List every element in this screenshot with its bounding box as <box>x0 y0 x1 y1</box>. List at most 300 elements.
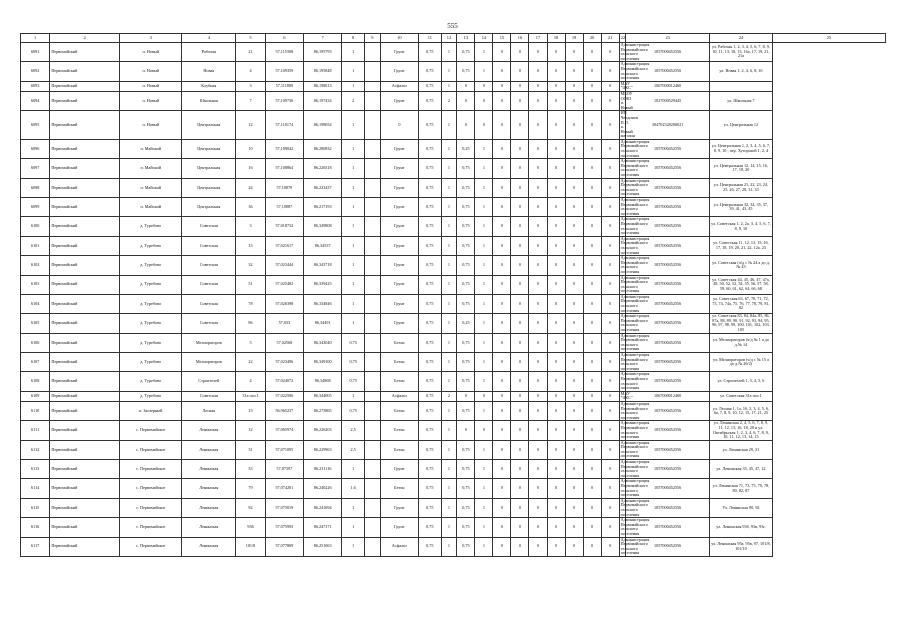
table-cell: 0 <box>511 111 529 140</box>
table-cell: 0 <box>583 440 601 459</box>
table-cell: 1057000452556 <box>626 460 709 479</box>
table-cell: 12 <box>236 421 265 440</box>
table-cell: 0 <box>601 275 619 294</box>
table-cell: 86,229963 <box>304 440 342 459</box>
table-cell: Первомайский <box>50 159 120 178</box>
table-cell: 0,75 <box>457 43 475 62</box>
table-cell <box>364 314 380 333</box>
table-cell: Бетон <box>380 440 418 459</box>
header-cell: 7 <box>304 34 342 43</box>
table-cell: 57,110174 <box>265 111 303 140</box>
table-cell: 0 <box>547 314 565 333</box>
table-cell: 56,965237 <box>265 401 303 420</box>
table-cell: 1 <box>441 498 457 517</box>
table-cell: Асфальт <box>380 391 418 401</box>
table-cell: ул. Центральная 1, 2, 3, 4, 5, 6, 7, 8, 9, 10 ; пер. Хуторской 1, 2, 4 <box>709 139 772 158</box>
table-cell: п. Майский <box>120 159 182 178</box>
table-cell: 0 <box>529 111 547 140</box>
table-cell: ул. Школьная 7 <box>709 91 772 110</box>
header-cell: 14 <box>475 34 493 43</box>
table-cell: 0 <box>601 159 619 178</box>
table-row <box>21 537 886 556</box>
table-cell: 0 <box>547 111 565 140</box>
table-row <box>21 91 886 110</box>
table-cell: 1 <box>441 372 457 391</box>
table-row <box>21 372 886 391</box>
table-cell: 0,75 <box>419 460 442 479</box>
table-cell: 0 <box>529 198 547 217</box>
table-cell: Администрация Первомайского сельского поселения <box>620 138 650 158</box>
table-cell: 0,75 <box>419 353 442 372</box>
table-cell: 57,02568 <box>265 333 303 352</box>
table-cell: 86,231116 <box>304 460 342 479</box>
table-cell: 0 <box>493 256 511 275</box>
table-cell: Клубная <box>182 81 236 91</box>
table-cell: 86,34491 <box>304 314 342 333</box>
table-cell: 0 <box>601 236 619 255</box>
table-cell: 1057000452556 <box>626 236 709 255</box>
table-cell: Центральная <box>182 139 236 158</box>
table-cell <box>364 518 380 537</box>
table-cell: с. Первомайское <box>120 460 182 479</box>
table-cell: 57,033 <box>265 314 303 333</box>
table-cell <box>364 256 380 275</box>
table-cell: 1 <box>475 353 493 372</box>
table-cell: п. Новый <box>120 43 182 62</box>
table-row <box>21 333 886 352</box>
header-cell: 8 <box>342 34 365 43</box>
table-cell: 86,343040 <box>304 333 342 352</box>
table-cell: д. Туребово <box>120 314 182 333</box>
table-cell: 0 <box>511 421 529 440</box>
table-cell: 0 <box>529 333 547 352</box>
table-cell: 1 <box>475 217 493 236</box>
table-cell: 6106 <box>21 333 50 352</box>
table-cell: 86 <box>236 314 265 333</box>
table-cell: 0,75 <box>419 294 442 313</box>
table-cell: 1057000452556 <box>626 314 709 333</box>
table-cell: 0 <box>601 198 619 217</box>
table-cell: 1 <box>441 159 457 178</box>
header-cell: 10 <box>380 34 418 43</box>
table-cell: 0 <box>601 62 619 81</box>
table-cell: 1057000452556 <box>626 294 709 313</box>
table-cell: Ленинская <box>182 498 236 517</box>
table-cell: 0 <box>380 111 418 140</box>
table-cell: 6113 <box>21 460 50 479</box>
table-cell: Администрация Первомайского сельского поселения <box>620 439 650 459</box>
table-cell: 57,108864 <box>265 159 303 178</box>
table-cell: 0 <box>565 401 583 420</box>
table-cell: 0 <box>511 217 529 236</box>
table-cell: 0,75 <box>419 537 442 556</box>
table-cell: 0 <box>583 353 601 372</box>
table-cell: 0 <box>529 353 547 372</box>
table-cell: 0 <box>601 91 619 110</box>
table-cell: 6110 <box>21 401 50 420</box>
table-cell: 1 <box>441 537 457 556</box>
table-cell: 1 <box>441 81 457 91</box>
table-cell: 0,75 <box>457 198 475 217</box>
table-cell <box>364 81 380 91</box>
table-cell: 0 <box>529 275 547 294</box>
table-cell: 1057000452556 <box>626 518 709 537</box>
table-cell: ул. Рабочая 1, 2, 3, 4, 5, 6, 7, 8, 9, 10, 11, 13, 18, 15, 16а, 17, 19, 21, 21а <box>709 43 772 62</box>
table-cell: 0 <box>583 401 601 420</box>
table-cell: 1067000012460 <box>626 81 709 91</box>
header-cell: 23 <box>626 34 709 43</box>
table-row <box>21 314 886 333</box>
table-cell: ул. Центральная 32, 34, 35, 37, 39, 41, 43, 45 <box>709 198 772 217</box>
table-cell: 86,195793 <box>304 43 342 62</box>
table-cell: 0 <box>529 256 547 275</box>
table-cell: Центральная <box>182 159 236 178</box>
table-cell: Центральная <box>182 198 236 217</box>
table-cell: 0 <box>583 91 601 110</box>
table-cell: Первомайский <box>50 537 120 556</box>
table-cell: 1 <box>441 43 457 62</box>
table-cell: Ленинская <box>182 460 236 479</box>
table-cell: 57,025482 <box>265 275 303 294</box>
table-cell: 0 <box>547 440 565 459</box>
table-cell: 0,75 <box>419 236 442 255</box>
table-cell: д. Туребово <box>120 256 182 275</box>
table-cell: Грунт <box>380 236 418 255</box>
table-cell: Администрация Первомайского сельского поселения <box>620 61 650 81</box>
table-cell: 86,275865 <box>304 401 342 420</box>
table-cell: 86,197434 <box>304 91 342 110</box>
table-cell: 0 <box>493 401 511 420</box>
table-cell: Администрация Первомайского сельского поселения <box>620 497 650 517</box>
table-cell: 6117 <box>21 537 50 556</box>
table-cell: 0,75 <box>342 333 365 352</box>
table-cell: 0 <box>511 256 529 275</box>
table-cell: Администрация Первомайского сельского поселения <box>620 293 650 313</box>
table-cell: с. Первомайское <box>120 518 182 537</box>
table-cell: 0 <box>601 43 619 62</box>
table-cell: 0 <box>493 498 511 517</box>
table-cell: 6115 <box>21 498 50 517</box>
table-cell: 57,071095 <box>265 440 303 459</box>
table-cell: 57,024072 <box>265 372 303 391</box>
table-cell: Советская <box>182 391 236 401</box>
table-cell: Первомайский <box>50 518 120 537</box>
table-cell: 86,226203 <box>304 421 342 440</box>
table-cell: 1057000452556 <box>626 159 709 178</box>
table-cell: 0 <box>583 314 601 333</box>
table-row <box>21 139 886 158</box>
table-cell: Школьная <box>182 91 236 110</box>
table-cell: 1 <box>475 139 493 158</box>
table-cell: ул. Ленинская 2, 4, 5, 6, 7, 8, 9, 11, 12, 13, 16, 18, 20 и ул. Октябрьская 1, 2, 3, 4, 6, 7, 8, 9, 10, 11, 12, 13, 14, 15 <box>709 421 772 440</box>
table-cell: д. Туребово <box>120 333 182 352</box>
table-cell: Первомайский <box>50 91 120 110</box>
table-row <box>21 198 886 217</box>
table-cell: 2,5 <box>342 421 365 440</box>
table-cell: 0 <box>583 518 601 537</box>
table-cell: 0,75 <box>457 217 475 236</box>
table-cell: 2 <box>342 91 365 110</box>
table-cell: 0,25 <box>457 139 475 158</box>
table-cell <box>364 236 380 255</box>
table-cell: 21 <box>236 43 265 62</box>
table-cell: 0,75 <box>419 333 442 352</box>
table-cell: 0,75 <box>419 372 442 391</box>
table-cell: 0 <box>565 256 583 275</box>
table-cell: Асфальт <box>380 537 418 556</box>
table-cell: 2,5 <box>342 440 365 459</box>
table-cell: 0 <box>565 275 583 294</box>
table-cell: 0 <box>547 256 565 275</box>
table-cell: Грунт <box>380 178 418 197</box>
table-cell: 0 <box>565 537 583 556</box>
table-cell: 0 <box>583 294 601 313</box>
table-cell: МАУ "ЦКС" <box>620 390 633 401</box>
table-cell: Первомайский <box>50 353 120 372</box>
table-cell: Строителей <box>182 372 236 391</box>
table-cell: 0 <box>511 43 529 62</box>
table-cell: 1057000452556 <box>626 333 709 352</box>
table-cell: ул. Советская 1, 2, 2а, 3, 4, 5, 6, 7, 8, 9, 10 <box>709 217 772 236</box>
table-cell: Первомайский <box>50 198 120 217</box>
table-cell: 0 <box>565 333 583 352</box>
table-cell: 0 <box>511 498 529 517</box>
table-cell: 0,75 <box>419 314 442 333</box>
table-cell: с. Первомайское <box>120 421 182 440</box>
table-cell: 0,75 <box>419 518 442 537</box>
table-cell: 0 <box>565 178 583 197</box>
table-cell: Ул. Ленинская 90, 92 <box>709 498 772 517</box>
table-cell: п. Майский <box>120 139 182 158</box>
table-cell: 101/8 <box>236 537 265 556</box>
table-cell: МАУ "ЦКС" <box>620 80 633 91</box>
table-cell: 1 <box>441 314 457 333</box>
table-cell: 1057000452556 <box>626 479 709 498</box>
table-cell: 0,75 <box>419 139 442 158</box>
table-cell: Первомайский <box>50 440 120 459</box>
table-cell: ул. Советская 83, 84, 84а, 85, 86, 87а, 88, 89, 90, 91, 92, 93, 94, 95, 96, 97, 98, 99, 100, 101, 102, 103, 105 <box>709 314 772 333</box>
table-cell: 0 <box>529 498 547 517</box>
table-cell: 0 <box>511 391 529 401</box>
table-cell: 0 <box>565 294 583 313</box>
table-cell: 57,023444 <box>265 256 303 275</box>
table-cell: 86,349100 <box>304 353 342 372</box>
table-cell: ул. Советская 63, 67, 70, 71, 72, 73, 74, 74а, 75, 76, 77, 78, 79, 81, 82 <box>709 294 772 313</box>
table-cell: 0 <box>601 537 619 556</box>
table-cell: 0,75 <box>457 294 475 313</box>
table-cell: 24 <box>236 178 265 197</box>
table-cell: 0 <box>565 372 583 391</box>
table-cell: 1 <box>441 217 457 236</box>
table-cell: 33 <box>236 460 265 479</box>
table-cell: 0 <box>511 62 529 81</box>
table-cell: 1057000452556 <box>626 401 709 420</box>
table-cell: 0 <box>529 460 547 479</box>
table-cell: 78 <box>236 294 265 313</box>
table-row <box>21 294 886 313</box>
table-cell: 0 <box>565 421 583 440</box>
header-cell: 2 <box>50 34 120 43</box>
table-cell: Грунт <box>380 43 418 62</box>
table-cell: 0 <box>601 401 619 420</box>
table-cell: Администрация Первомайского сельского поселения <box>620 459 650 478</box>
table-cell: 6092 <box>21 62 50 81</box>
header-cell: 13 <box>457 34 475 43</box>
table-cell: д. Туребово <box>120 236 182 255</box>
table-cell: 0 <box>511 460 529 479</box>
table-cell: 86,280832 <box>304 139 342 158</box>
table-cell: 0 <box>493 333 511 352</box>
table-cell: 57,075993 <box>265 518 303 537</box>
table-cell: 86,344005 <box>304 391 342 401</box>
table-cell: 4 <box>236 372 265 391</box>
table-row <box>21 518 886 537</box>
table-cell: 86,226518 <box>304 159 342 178</box>
header-cell: 24 <box>709 34 772 43</box>
table-cell: 0 <box>565 460 583 479</box>
table-cell: 6100 <box>21 217 50 236</box>
table-cell: 1 <box>475 43 493 62</box>
table-row <box>21 498 886 517</box>
table-cell: 0 <box>583 217 601 236</box>
table-cell: 0 <box>511 440 529 459</box>
table-cell: 0 <box>601 333 619 352</box>
table-cell: Грунт <box>380 294 418 313</box>
table-cell: ул. Мелиораторов (ч/д № 1 а до д.№ 14 <box>709 333 772 352</box>
table-cell: ул. Строителей 1, 3, 4, 5, 6 <box>709 372 772 391</box>
table-row <box>21 111 886 140</box>
table-cell: 86,195848 <box>304 62 342 81</box>
table-cell <box>364 498 380 517</box>
table-cell: 86,251063 <box>304 537 342 556</box>
table-cell: 0 <box>529 62 547 81</box>
table-cell: 57,075819 <box>265 498 303 517</box>
header-cell: 19 <box>565 34 583 43</box>
table-cell: 1057000452556 <box>626 372 709 391</box>
header-cell: 9 <box>364 34 380 43</box>
table-cell: 0 <box>493 537 511 556</box>
table-cell: 1 <box>342 294 365 313</box>
table-cell: Первомайский <box>50 294 120 313</box>
table-cell: п. Новый <box>120 62 182 81</box>
table-cell: 1 <box>441 421 457 440</box>
table-cell: 1 <box>441 353 457 372</box>
table-cell: 10 <box>236 139 265 158</box>
table-cell: Бетон <box>380 479 418 498</box>
table-cell: 1 <box>342 275 365 294</box>
table-cell: п. Заозерный <box>120 401 182 420</box>
table-cell: 1 <box>475 479 493 498</box>
table-cell: 0 <box>547 91 565 110</box>
table-cell: 0 <box>493 460 511 479</box>
table-cell: 57,109736 <box>265 91 303 110</box>
table-cell: Администрация Первомайского сельского поселения <box>620 400 650 420</box>
table-cell: 0 <box>547 479 565 498</box>
table-cell: 0 <box>457 91 475 110</box>
table-cell <box>364 217 380 236</box>
header-cell: 6 <box>265 34 303 43</box>
table-cell: с. Первомайское <box>120 498 182 517</box>
table-cell: 0 <box>583 391 601 401</box>
table-cell: 1057000452556 <box>626 440 709 459</box>
table-cell: Ленинская <box>182 421 236 440</box>
table-cell: 1 <box>342 111 365 140</box>
table-cell: п. Новый <box>120 91 182 110</box>
table-cell: Первомайский <box>50 81 120 91</box>
table-row <box>21 391 886 401</box>
table-cell: 1 <box>441 294 457 313</box>
table-cell: Грунт <box>380 256 418 275</box>
header-cell: 1 <box>21 34 50 43</box>
table-cell: 1057000452556 <box>626 537 709 556</box>
table-cell: Первомайский <box>50 43 120 62</box>
table-cell: 1057000452556 <box>626 421 709 440</box>
table-cell: 0 <box>583 111 601 140</box>
table-cell: 0 <box>511 479 529 498</box>
table-cell: ул. Центральная 12 <box>709 111 772 140</box>
table-cell: 1 <box>342 159 365 178</box>
table-cell: 0 <box>529 217 547 236</box>
table-cell: 0,75 <box>457 537 475 556</box>
table-cell: 7 <box>236 91 265 110</box>
table-cell: 15 <box>236 401 265 420</box>
table-cell: д. Туребово <box>120 275 182 294</box>
table-cell: Ленинская <box>182 440 236 459</box>
table-cell: 1 <box>342 518 365 537</box>
table-cell: 0 <box>601 294 619 313</box>
header-cell: 21 <box>601 34 619 43</box>
table-cell: 0 <box>565 440 583 459</box>
table-cell <box>364 460 380 479</box>
table-cell: 0,25 <box>457 314 475 333</box>
table-cell: 0 <box>475 91 493 110</box>
table-cell: 0,75 <box>342 353 365 372</box>
table-cell: 1 <box>441 275 457 294</box>
table-cell: 936 <box>236 518 265 537</box>
table-cell: 0 <box>511 353 529 372</box>
table-cell: 0,75 <box>419 440 442 459</box>
table-cell: 86,247171 <box>304 518 342 537</box>
table-cell: ул. Ленинская 95а, 95в, 97, 101/8, 101/10 <box>709 537 772 556</box>
table-cell: ул. Ленинская 29, 31 <box>709 440 772 459</box>
table-cell: 1 <box>441 333 457 352</box>
table-cell: Первомайский <box>50 498 120 517</box>
table-cell: 1057000452556 <box>626 256 709 275</box>
table-cell: д. Туребово <box>120 391 182 401</box>
table-cell: 0 <box>601 111 619 140</box>
table-cell: 0 <box>511 401 529 420</box>
table-cell: 0 <box>565 353 583 372</box>
table-cell: 0 <box>475 421 493 440</box>
table-cell: 0 <box>601 479 619 498</box>
table-cell: Первомайский <box>50 139 120 158</box>
table-cell: 0 <box>493 81 511 91</box>
table-cell: ул. Советская 31а поз.1 <box>709 391 772 401</box>
table-cell: 6109 <box>21 391 50 401</box>
table-cell: 1 <box>342 139 365 158</box>
table-cell: Первомайский <box>50 314 120 333</box>
table-cell: 0 <box>547 178 565 197</box>
table-cell: 0 <box>583 537 601 556</box>
table-cell: 6091 <box>21 43 50 62</box>
table-cell: с. Первомайское <box>120 440 182 459</box>
table-cell: 0 <box>511 372 529 391</box>
table-cell: 3 <box>236 217 265 236</box>
table-cell: 0 <box>547 391 565 401</box>
table-cell: 0,75 <box>419 111 442 140</box>
table-cell: 86,198613 <box>304 81 342 91</box>
table-cell: 0,75 <box>419 479 442 498</box>
